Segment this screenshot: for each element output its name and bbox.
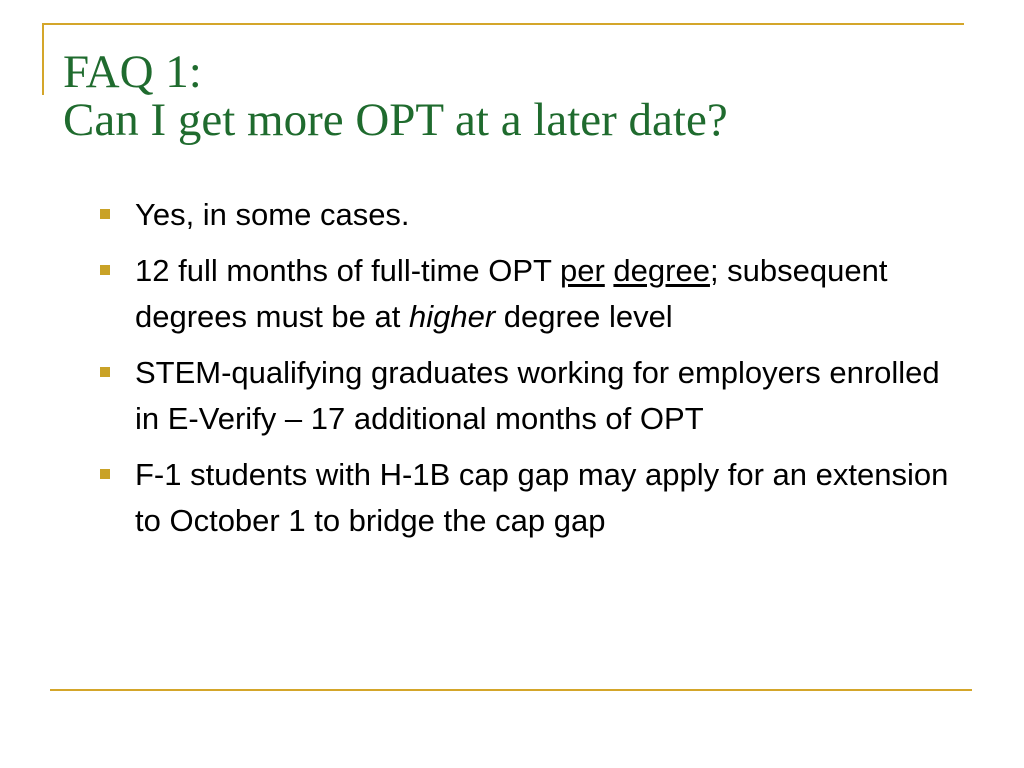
bullet-text-1: Yes, in some cases. [135,197,410,232]
bullet-text-2-start: 12 full months of full-time OPT [135,253,560,288]
bullet-text-2-middle: ; subsequent degrees must be at [135,253,888,334]
italic-higher: higher [409,299,496,334]
bullet-item-2 [98,248,968,340]
left-rule [42,23,44,95]
bullet-list [98,192,968,554]
underlined-per: per [559,253,605,288]
title-line-2: Can I get more OPT at a later date? [63,94,728,146]
bullet-text-4: F-1 students with H-1B cap gap may apply for an extension to October 1 to bridge the cap gap [135,457,949,538]
square-bullet-icon [100,367,110,377]
square-bullet-icon [100,209,110,219]
bullet-text-3: STEM-qualifying graduates working for employers enrolled in E-Verify – 17 additional months of OPT [135,355,940,436]
square-bullet-icon [100,265,110,275]
bullet-item-1 [98,192,968,238]
bottom-rule [50,689,972,691]
bullet-item-3 [98,350,968,442]
bullet-item-4 [98,452,968,544]
bullet-text-2-end: degree level [495,299,673,334]
underlined-degree: degree [613,253,710,288]
title-line-1: FAQ 1: [63,46,202,98]
top-rule [42,23,964,25]
slide-title [63,48,728,144]
square-bullet-icon [100,469,110,479]
